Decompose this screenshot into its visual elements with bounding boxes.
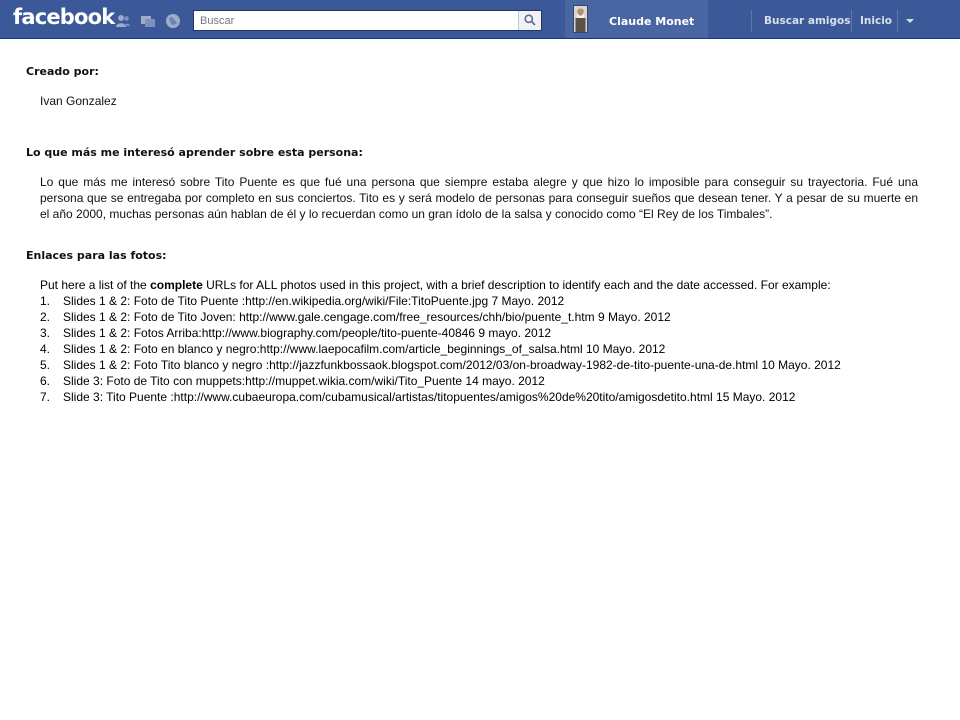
- list-number: 2.: [40, 310, 51, 324]
- find-friends-link[interactable]: Buscar amigos: [764, 15, 851, 27]
- photo-links-list: [40, 293, 918, 405]
- profile-name[interactable]: Claude Monet: [609, 15, 695, 28]
- search-button[interactable]: [518, 11, 541, 30]
- nav-divider: [851, 10, 852, 32]
- list-item: [40, 389, 918, 405]
- author-name: Ivan Gonzalez: [40, 94, 117, 108]
- interest-heading: Lo que más me interesó aprender sobre esta persona:: [26, 146, 363, 159]
- list-number: 7.: [40, 390, 51, 404]
- photo-link-text: Slides 1 & 2: Foto Tito blanco y negro :http://jazzfunkbossaok.blogspot.com/2012/03/on-broadway-1982-de-tito-puente-una-de.html 10 Mayo. 2012: [63, 358, 841, 372]
- photo-link-text: Slides 1 & 2: Foto de Tito Joven: http://www.gale.cengage.com/free_resources/chh/bio/puente_t.htm 9 Mayo. 2012: [63, 310, 671, 324]
- list-number: 1.: [40, 294, 51, 308]
- photo-link-text: Slides 1 & 2: Fotos Arriba:http://www.biography.com/people/tito-puente-40846 9 mayo. 2012: [63, 326, 552, 340]
- photo-links-heading: Enlaces para las fotos:: [26, 249, 167, 262]
- account-menu-arrow-icon[interactable]: [906, 19, 914, 23]
- photo-link-text: Slides 1 & 2: Foto en blanco y negro:http://www.laepocafilm.com/article_beginnings_of_salsa.html 10 Mayo. 2012: [63, 342, 666, 356]
- search-box: [193, 10, 542, 31]
- nav-divider: [897, 10, 898, 32]
- list-item: [40, 373, 918, 389]
- intro-bold-text: complete: [150, 278, 203, 292]
- top-navigation-bar: [0, 0, 960, 39]
- list-item: [40, 293, 918, 309]
- list-number: 4.: [40, 342, 51, 356]
- list-intro: [40, 277, 831, 293]
- list-number: 3.: [40, 326, 51, 340]
- created-by-heading: Creado por:: [26, 65, 99, 78]
- interest-paragraph: Lo que más me interesó sobre Tito Puente es que fué una persona que siempre estaba alegre y que hizo lo imposible para conseguir su trayectoria. Fué una persona que se entregaba por completo en sus conciertos. Tito es y será modelo de personas para conseguir sueños que desean tener. Y a pesar de su muerte en el año 2000, muchas personas aún hablan de él y lo recuerdan como un gran ídolo de la salsa y conocido como “El Rey de los Timbales”.: [40, 175, 918, 221]
- friend-requests-icon[interactable]: [115, 13, 131, 29]
- nav-divider: [751, 10, 752, 32]
- search-input[interactable]: [194, 11, 514, 30]
- list-item: [40, 341, 918, 357]
- intro-text: Put here a list of the: [40, 278, 151, 292]
- messages-icon[interactable]: [140, 13, 156, 29]
- photo-link-text: Slides 1 & 2: Foto de Tito Puente :http://en.wikipedia.org/wiki/File:TitoPuente.jpg 7 Mayo. 2012: [63, 294, 565, 308]
- notifications-globe-icon[interactable]: [165, 13, 181, 29]
- magnifier-icon: [524, 14, 536, 26]
- avatar[interactable]: [573, 5, 588, 33]
- facebook-logo[interactable]: facebook: [13, 5, 115, 29]
- list-item: [40, 309, 918, 325]
- home-link[interactable]: Inicio: [860, 15, 893, 27]
- list-number: 5.: [40, 358, 51, 372]
- list-item: [40, 357, 918, 373]
- profile-link[interactable]: [565, 0, 708, 38]
- list-item: [40, 325, 918, 341]
- intro-text: URLs for ALL photos used in this project, with a brief description to identify each and the date accessed. For example:: [202, 278, 831, 292]
- photo-link-text: Slide 3: Tito Puente :http://www.cubaeuropa.com/cubamusical/artistas/titopuentes/amigos%20de%20tito/amigosdetito.html 15 Mayo. 2012: [63, 390, 796, 404]
- photo-link-text: Slide 3: Foto de Tito con muppets:http://muppet.wikia.com/wiki/Tito_Puente 14 mayo. 2012: [63, 374, 545, 388]
- list-number: 6.: [40, 374, 51, 388]
